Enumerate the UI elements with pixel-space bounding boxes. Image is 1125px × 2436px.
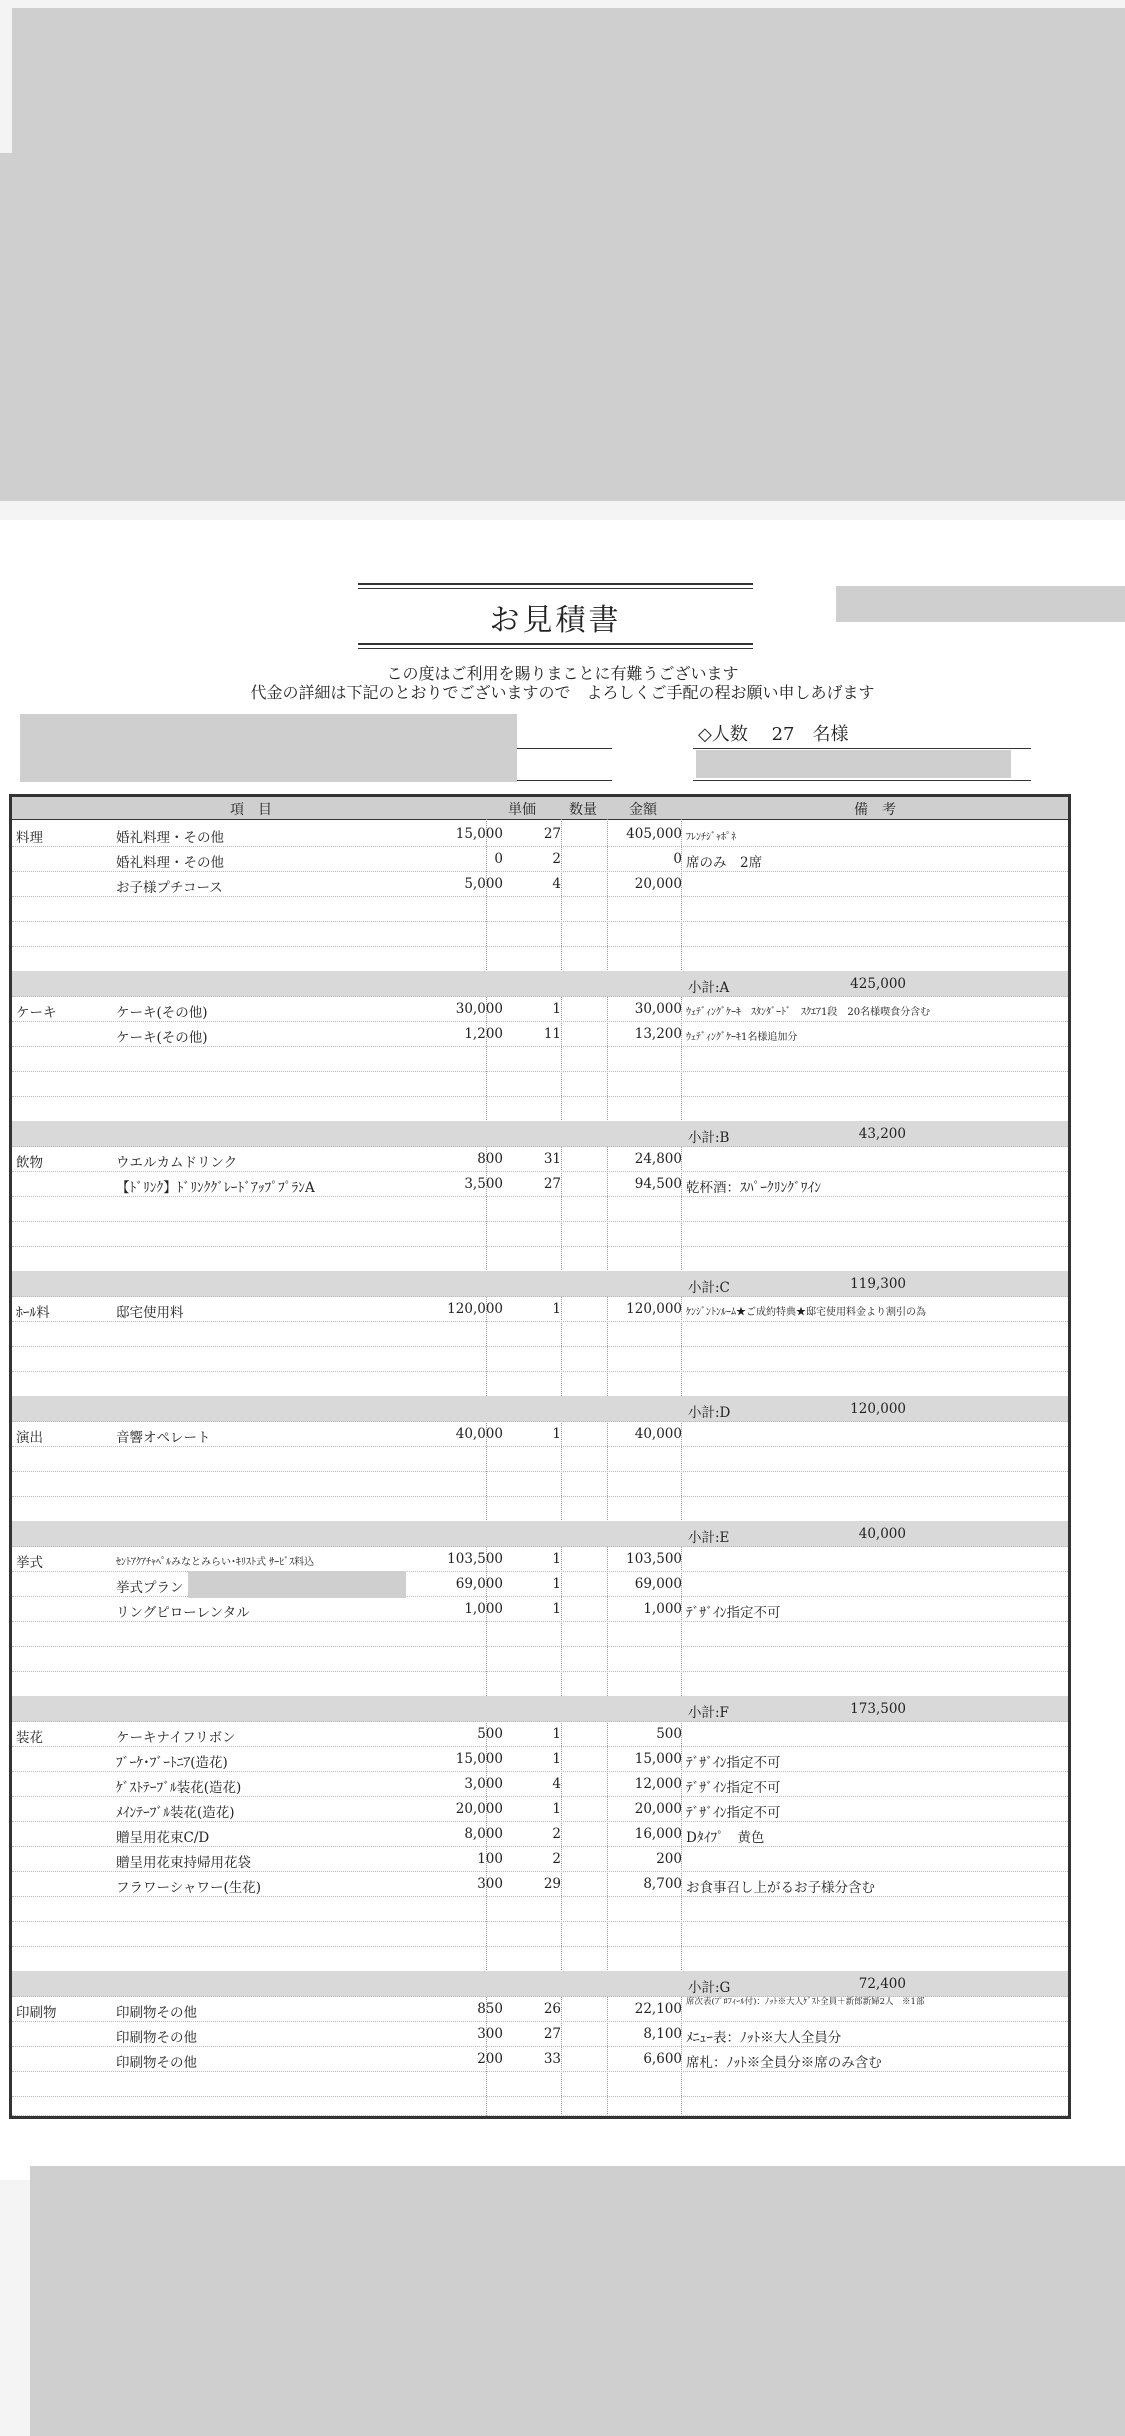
table-row	[12, 946, 1068, 972]
item-name: フラワーシャワー(生花)	[116, 1880, 261, 1896]
item-name: 婚礼料理・その他	[116, 830, 224, 846]
amount: 16,000	[634, 1826, 682, 1842]
remarks: ｳｪﾃﾞｨﾝｸﾞｹｰｷ ｽﾀﾝﾀﾞｰﾄﾞ ｽｸｴｱ1段 20名様喫食分含む	[686, 1007, 931, 1018]
table-row	[12, 1096, 1068, 1122]
table-header	[12, 797, 1068, 820]
table-row	[12, 1821, 1068, 1847]
quantity: 1	[552, 1301, 561, 1317]
table-row	[12, 1046, 1068, 1072]
table-row	[12, 1896, 1068, 1922]
amount: 94,500	[634, 1176, 682, 1192]
table-row	[12, 1221, 1068, 1247]
greeting-line-2: 代金の詳細は下記のとおりでございますので よろしくご手配の程お願い申しあげます	[250, 683, 875, 702]
amount: 40,000	[634, 1426, 682, 1442]
amount: 24,800	[634, 1151, 682, 1167]
unit-price: 850	[477, 2001, 503, 2017]
header-price: 単価	[508, 802, 536, 818]
quantity: 4	[552, 876, 561, 892]
amount: 6,600	[643, 2051, 682, 2067]
quantity: 1	[552, 1726, 561, 1742]
quantity: 29	[543, 1876, 561, 1892]
item-name: 挙式プラン	[116, 1580, 184, 1596]
table-row	[12, 1721, 1068, 1747]
unit-price: 30,000	[455, 1001, 503, 1017]
unit-price: 100	[477, 1851, 503, 1867]
category-label: 演出	[16, 1430, 43, 1446]
table-row	[12, 1346, 1068, 1372]
table-row	[12, 1371, 1068, 1397]
recipient-underline-1	[517, 748, 612, 749]
amount: 103,500	[626, 1551, 682, 1567]
unit-price: 300	[477, 1876, 503, 1892]
table-row	[12, 1446, 1068, 1472]
item-name: 贈呈用花束C/D	[116, 1830, 210, 1846]
unit-price: 800	[477, 1151, 503, 1167]
table-row	[12, 821, 1068, 847]
subtotal-value: 425,000	[850, 976, 906, 992]
headcount-underline	[693, 748, 1031, 749]
remarks: ﾒﾆｭｰ表：ﾉｯﾄ※大人全員分	[686, 2030, 842, 2046]
quantity: 27	[543, 1176, 561, 1192]
amount: 13,200	[634, 1026, 682, 1042]
subtotal-row	[12, 1396, 1068, 1422]
quantity: 1	[552, 1576, 561, 1592]
table-row	[12, 1596, 1068, 1622]
redacted-bottom-block	[30, 2166, 1125, 2436]
recipient-underline-2	[517, 780, 612, 781]
subtotal-row	[12, 1121, 1068, 1147]
remarks: ﾃﾞｻﾞｲﾝ指定不可	[686, 1780, 781, 1796]
remarks: ﾌﾚﾝﾁｼﾞｬﾎﾟﾈ	[686, 832, 736, 843]
category-label: 料理	[16, 830, 43, 846]
table-row	[12, 1846, 1068, 1872]
table-row	[12, 1771, 1068, 1797]
amount: 69,000	[634, 1576, 682, 1592]
quantity: 1	[552, 1001, 561, 1017]
remarks: お食事召し上がるお子様分含む	[686, 1880, 875, 1896]
quantity: 31	[543, 1151, 561, 1167]
item-name: ウエルカムドリンク	[116, 1155, 238, 1171]
quantity: 11	[543, 1026, 561, 1042]
table-row	[12, 1671, 1068, 1697]
quantity: 1	[552, 1601, 561, 1617]
table-row	[12, 996, 1068, 1022]
redacted-top-block-a	[12, 8, 1125, 153]
subtotal-row	[12, 1696, 1068, 1722]
unit-price: 3,500	[464, 1176, 503, 1192]
subtotal-row	[12, 1521, 1068, 1547]
subtotal-label: 小計:E	[688, 1530, 730, 1546]
item-name: リングピローレンタル	[116, 1605, 250, 1621]
item-name: 印刷物その他	[116, 2055, 197, 2071]
remarks: 乾杯酒：ｽﾊﾟｰｸﾘﾝｸﾞﾜｲﾝ	[686, 1180, 821, 1196]
subtotal-row	[12, 1971, 1068, 1997]
table-row	[12, 1921, 1068, 1947]
table-row	[12, 921, 1068, 947]
item-name: 贈呈用花束持帰用花袋	[116, 1855, 251, 1871]
quantity: 33	[543, 2051, 561, 2067]
date-underline	[693, 780, 1031, 781]
unit-price: 8,000	[464, 1826, 503, 1842]
table-row	[12, 1071, 1068, 1097]
amount: 15,000	[634, 1751, 682, 1767]
header-note: 備 考	[854, 802, 896, 818]
subtotal-label: 小計:F	[688, 1705, 729, 1721]
unit-price: 500	[477, 1726, 503, 1742]
table-row	[12, 1646, 1068, 1672]
unit-price: 103,500	[447, 1551, 503, 1567]
table-row	[12, 1421, 1068, 1447]
subtotal-value: 40,000	[858, 1526, 906, 1542]
unit-price: 300	[477, 2026, 503, 2042]
document-title-block	[358, 583, 753, 649]
unit-price: 40,000	[455, 1426, 503, 1442]
remarks: 席のみ 2席	[686, 855, 763, 871]
unit-price: 15,000	[455, 826, 503, 842]
category-label: 飲物	[16, 1155, 43, 1171]
table-row	[12, 1571, 1068, 1597]
table-row	[12, 1996, 1068, 2022]
table-row	[12, 1621, 1068, 1647]
item-name: ケーキ(その他)	[116, 1030, 208, 1046]
remarks: ｳｪﾃﾞｨﾝｸﾞｹｰｷ1名様追加分	[686, 1032, 798, 1043]
subtotal-value: 173,500	[850, 1701, 906, 1717]
greeting-line-1: この度はご利用を賜りまことに有難うございます	[386, 664, 739, 683]
unit-price: 20,000	[455, 1801, 503, 1817]
amount: 12,000	[634, 1776, 682, 1792]
redacted-date	[696, 750, 1011, 778]
table-row	[12, 1871, 1068, 1897]
category-label: ケーキ	[16, 1005, 57, 1021]
amount: 20,000	[634, 876, 682, 892]
table-row	[12, 1546, 1068, 1572]
unit-price: 0	[494, 851, 503, 867]
item-name: ｾﾝﾄｱｸｱﾁｬﾍﾟﾙみなとみらい･ｷﾘｽﾄ式 ｻｰﾋﾞｽ料込	[116, 1557, 315, 1568]
item-name: 音響オペレート	[116, 1430, 211, 1446]
item-name: ケーキナイフリボン	[116, 1730, 236, 1746]
quantity: 2	[552, 1826, 561, 1842]
table-row	[12, 1246, 1068, 1272]
table-row	[12, 1321, 1068, 1347]
redacted-recipient	[20, 714, 517, 782]
remarks: ｹﾝｼﾞﾝﾄﾝﾙｰﾑ★ご成約特典★邸宅使用料金より割引の為	[686, 1307, 926, 1318]
quantity: 1	[552, 1801, 561, 1817]
quantity: 4	[552, 1776, 561, 1792]
table-row	[12, 1146, 1068, 1172]
amount: 8,100	[643, 2026, 682, 2042]
redacted-plan-name	[188, 1571, 406, 1598]
headcount: ◇人数 27 名様	[698, 724, 849, 745]
amount: 405,000	[626, 826, 682, 842]
remarks: 席札：ﾉｯﾄ※全員分※席のみ含む	[686, 2055, 882, 2071]
table-row	[12, 2094, 1068, 2116]
item-name: 邸宅使用料	[116, 1305, 184, 1321]
amount: 20,000	[634, 1801, 682, 1817]
quantity: 27	[543, 2026, 561, 2042]
remarks: ﾃﾞｻﾞｲﾝ指定不可	[686, 1805, 781, 1821]
subtotal-row	[12, 971, 1068, 997]
document-title: お見積書	[489, 603, 622, 638]
table-row	[12, 1796, 1068, 1822]
unit-price: 1,000	[464, 1601, 503, 1617]
item-name: 印刷物その他	[116, 2030, 197, 2046]
item-name: 婚礼料理・その他	[116, 855, 224, 871]
item-name: 【ﾄﾞﾘﾝｸ】ﾄﾞﾘﾝｸｸﾞﾚｰﾄﾞｱｯﾌﾟﾌﾟﾗﾝA	[116, 1180, 315, 1196]
unit-price: 5,000	[464, 876, 503, 892]
table-row	[12, 871, 1068, 897]
table-row	[12, 896, 1068, 922]
header-qty: 数量	[569, 802, 597, 818]
remarks: ﾃﾞｻﾞｲﾝ指定不可	[686, 1755, 781, 1771]
category-label: 印刷物	[16, 2005, 57, 2021]
subtotal-row	[12, 1271, 1068, 1297]
header-amount: 金額	[629, 802, 657, 818]
item-name: ｹﾞｽﾄﾃｰﾌﾞﾙ装花(造花)	[116, 1780, 242, 1796]
table-row	[12, 2046, 1068, 2072]
amount: 8,700	[643, 1876, 682, 1892]
amount: 22,100	[634, 2001, 682, 2017]
subtotal-value: 119,300	[850, 1276, 906, 1292]
subtotal-value: 120,000	[850, 1401, 906, 1417]
redacted-header-right	[836, 586, 1125, 622]
amount: 30,000	[634, 1001, 682, 1017]
quantity: 2	[552, 851, 561, 867]
unit-price: 69,000	[455, 1576, 503, 1592]
table-row	[12, 2021, 1068, 2047]
amount: 120,000	[626, 1301, 682, 1317]
unit-price: 3,000	[464, 1776, 503, 1792]
table-row	[12, 1746, 1068, 1772]
category-label: 挙式	[16, 1555, 43, 1571]
subtotal-label: 小計:D	[688, 1405, 731, 1421]
unit-price: 1,200	[464, 1026, 503, 1042]
remarks: ﾃﾞｻﾞｲﾝ指定不可	[686, 1605, 781, 1621]
item-name: ﾒｲﾝﾃｰﾌﾞﾙ装花(造花)	[116, 1805, 235, 1821]
category-label: ﾎｰﾙ料	[16, 1305, 50, 1321]
item-name: お子様プチコース	[116, 880, 223, 896]
subtotal-value: 72,400	[858, 1976, 906, 1992]
unit-price: 15,000	[455, 1751, 503, 1767]
quantity: 1	[552, 1551, 561, 1567]
amount: 200	[656, 1851, 682, 1867]
unit-price: 200	[477, 2051, 503, 2067]
remarks: Dﾀｲﾌﾟ 黄色	[686, 1830, 765, 1846]
subtotal-label: 小計:A	[688, 980, 730, 996]
item-name: ケーキ(その他)	[116, 1005, 208, 1021]
table-row	[12, 1196, 1068, 1222]
quantity: 26	[543, 2001, 561, 2017]
subtotal-value: 43,200	[858, 1126, 906, 1142]
amount: 1,000	[643, 1601, 682, 1617]
redacted-top-block-b	[0, 153, 1125, 501]
item-name: ﾌﾞｰｹ･ﾌﾞｰﾄﾆｱ(造花)	[116, 1755, 228, 1771]
subtotal-label: 小計:B	[688, 1130, 730, 1146]
table-row	[12, 1021, 1068, 1047]
subtotal-label: 小計:G	[688, 1980, 731, 1996]
subtotal-label: 小計:C	[688, 1280, 730, 1296]
amount: 0	[673, 851, 682, 867]
table-row	[12, 846, 1068, 872]
item-name: 印刷物その他	[116, 2005, 197, 2021]
table-row	[12, 1496, 1068, 1522]
quantity: 1	[552, 1426, 561, 1442]
amount: 500	[656, 1726, 682, 1742]
category-label: 装花	[16, 1730, 43, 1746]
header-item: 項 目	[230, 802, 272, 818]
quantity: 1	[552, 1751, 561, 1767]
table-row	[12, 1471, 1068, 1497]
quantity: 27	[543, 826, 561, 842]
unit-price: 120,000	[447, 1301, 503, 1317]
table-row	[12, 1171, 1068, 1197]
remarks: 席次表(ﾌﾟﾛﾌｨｰﾙ付)：ﾉｯﾄ※大人ｹﾞｽﾄ全員＋新郎新婦2人 ※1部	[686, 1997, 925, 2007]
quantity: 2	[552, 1851, 561, 1867]
table-row	[12, 1946, 1068, 1972]
table-row	[12, 1296, 1068, 1322]
